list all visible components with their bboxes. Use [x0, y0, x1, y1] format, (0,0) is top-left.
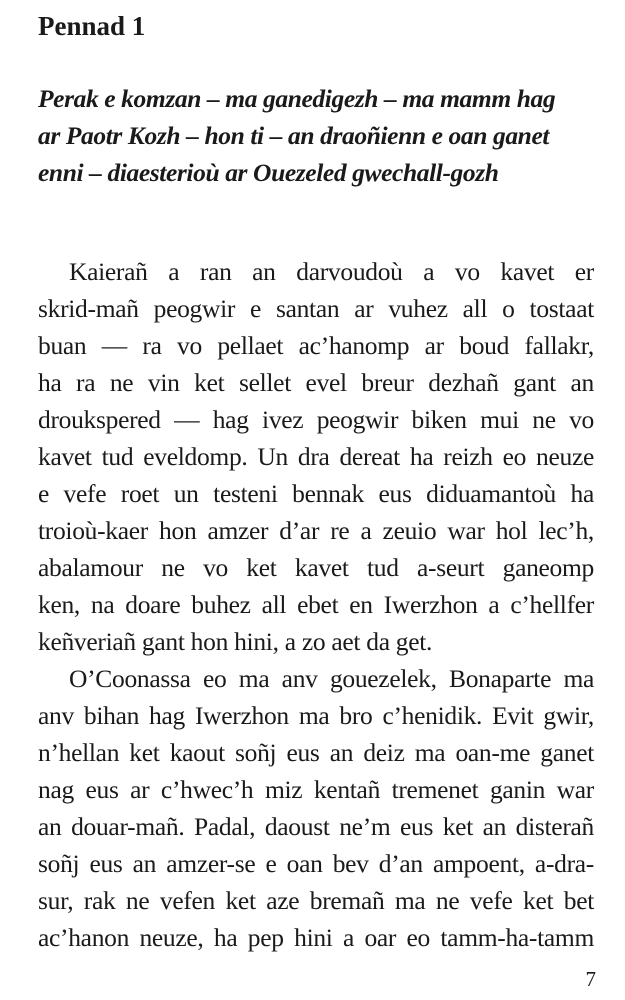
body-text	[38, 253, 594, 956]
summary-line: ar Paotr Kozh – hon ti – an draoñienn e oan ganet	[38, 121, 550, 150]
summary-line: enni – diaesterioù ar Ouezeled gwechall-gozh	[38, 158, 499, 187]
chapter-title: Pennad 1	[38, 11, 146, 41]
paragraph-1-line: droukspered — hag ivez peogwir biken mui ne vo	[38, 405, 594, 434]
paragraph-1-line: abalamour ne vo ket kavet tud a-seurt ganeomp	[38, 553, 594, 582]
paragraph-1-line: kavet tud eveldomp. Un dra dereat ha reizh eo neuze	[38, 442, 594, 471]
chapter-summary	[38, 80, 598, 191]
paragraph-1-line: buan — ra vo pellaet ac’hanomp ar boud fallakr,	[38, 331, 594, 360]
paragraph-2-line: nag eus ar c’hwec’h miz kentañ tremenet ganin war	[38, 775, 594, 804]
summary-line: Perak e komzan – ma ganedigezh – ma mamm hag	[38, 84, 556, 113]
paragraph-2-line: O’Coonassa eo ma anv gouezelek, Bonaparte ma	[69, 664, 594, 693]
paragraph-1-line: troioù-kaer hon amzer d’ar re a zeuio war hol lec’h,	[38, 516, 594, 545]
paragraph-2-line: an douar-mañ. Padal, daoust ne’m eus ket an disterañ	[38, 812, 594, 841]
paragraph-1-line: e vefe roet un testeni bennak eus diduamantoù ha	[38, 479, 594, 508]
paragraph-1-line: Kaierañ a ran an darvoudoù a vo kavet er	[69, 257, 594, 286]
page-number: 7	[585, 967, 596, 991]
paragraph-2-line: anv bihan hag Iwerzhon ma bro c’henidik. Evit gwir,	[38, 701, 594, 730]
paragraph-2-line: n’hellan ket kaout soñj eus an deiz ma oan-me ganet	[38, 738, 594, 767]
paragraph-1-line: skrid-mañ peogwir e santan ar vuhez all o tostaat	[38, 294, 594, 323]
paragraph-1-line: ha ra ne vin ket sellet evel breur dezhañ gant an	[38, 368, 594, 397]
paragraph-1-line: keñveriañ gant hon hini, a zo aet da get.	[38, 627, 433, 656]
paragraph-1-line: ken, na doare buhez all ebet en Iwerzhon a c’hellfer	[38, 590, 594, 619]
paragraph-2-line: ac’hanon neuze, ha pep hini a oar eo tamm-ha-tamm	[38, 923, 594, 952]
paragraph-2-line: sur, rak ne vefen ket aze bremañ ma ne vefe ket bet	[38, 886, 594, 915]
paragraph-2-line: soñj eus an amzer-se e oan bev d’an ampoent, a-dra-	[38, 849, 594, 878]
